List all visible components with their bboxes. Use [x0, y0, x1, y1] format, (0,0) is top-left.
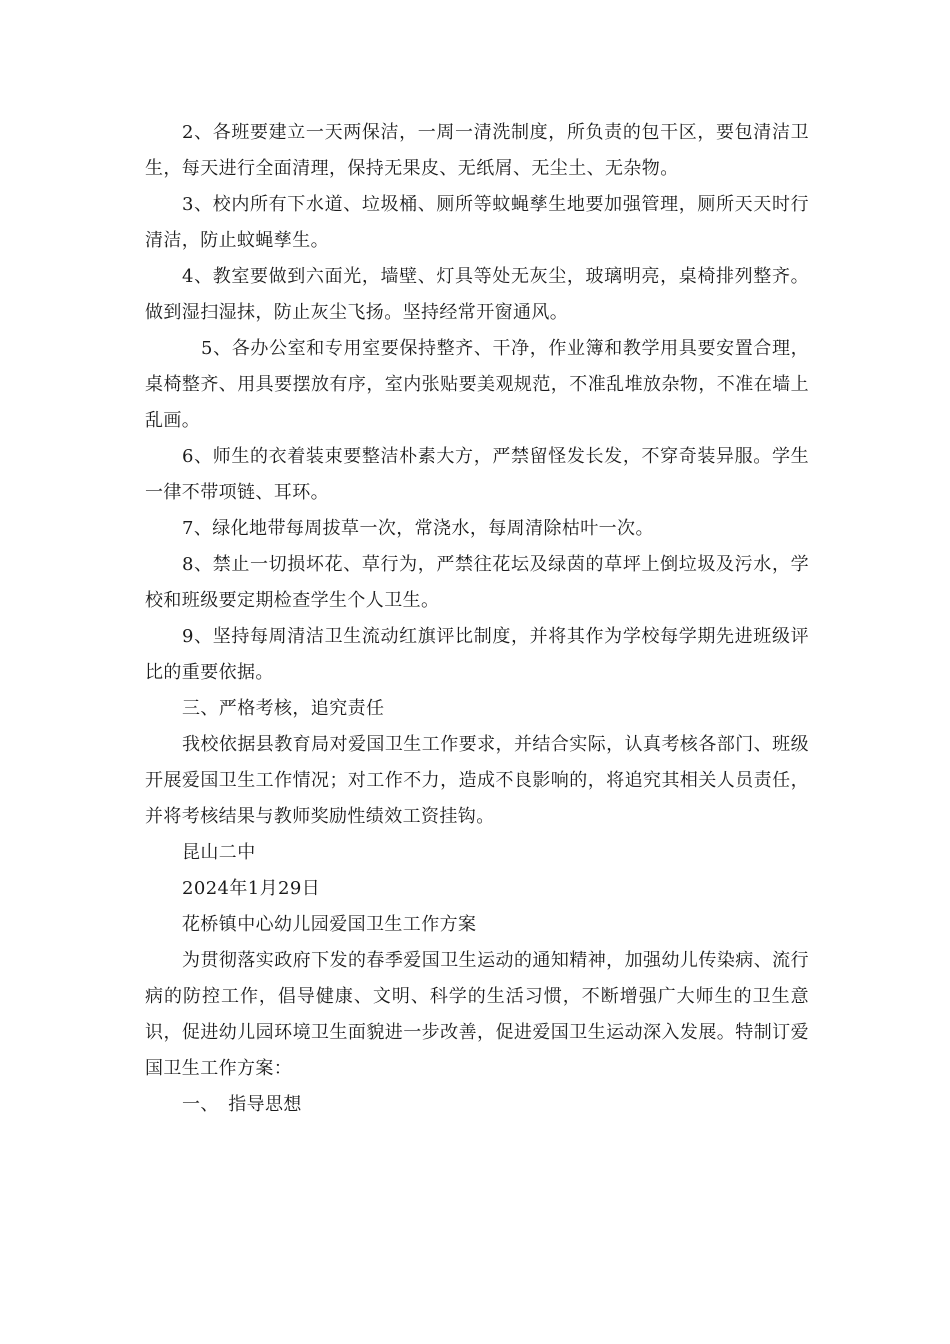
paragraph-item-2: 2、各班要建立一天两保洁，一周一清洗制度，所负责的包干区，要包清洁卫生，每天进行全面清理，保持无果皮、无纸屑、无尘土、无杂物。: [145, 122, 809, 179]
section-heading-3: 三、严格考核，追究责任: [182, 698, 385, 719]
paragraph-item-3: 3、校内所有下水道、垃圾桶、厕所等蚊蝇孳生地要加强管理，厕所天天时行清洁，防止蚊蝇孳生。: [145, 194, 809, 251]
signature-school: 昆山二中: [182, 842, 256, 863]
document-body: [145, 115, 809, 1123]
paragraph-item-4: 4、教室要做到六面光，墙壁、灯具等处无灰尘，玻璃明亮，桌椅排列整齐。做到湿扫湿抹，防止灰尘飞扬。坚持经常开窗通风。: [145, 266, 809, 323]
paragraph-item-6: 6、师生的衣着装束要整洁朴素大方，严禁留怪发长发，不穿奇装异服。学生一律不带项链、耳环。: [145, 446, 809, 503]
paragraph-item-7: 7、绿化地带每周拔草一次，常浇水，每周清除枯叶一次。: [182, 518, 654, 539]
paragraph-item-8: 8、禁止一切损坏花、草行为，严禁往花坛及绿茵的草坪上倒垃圾及污水，学校和班级要定期检查学生个人卫生。: [145, 554, 809, 611]
plan-title: 花桥镇中心幼儿园爱国卫生工作方案: [182, 914, 477, 935]
signature-date: 2024年1月29日: [182, 878, 321, 899]
paragraph-item-5: 5、各办公室和专用室要保持整齐、干净，作业簿和教学用具要安置合理，桌椅整齐、用具要摆放有序，室内张贴要美观规范，不准乱堆放杂物，不准在墙上乱画。: [145, 338, 809, 431]
plan-intro-paragraph: 为贯彻落实政府下发的春季爱国卫生运动的通知精神，加强幼儿传染病、流行病的防控工作，倡导健康、文明、科学的生活习惯，不断增强广大师生的卫生意识，促进幼儿园环境卫生面貌进一步改善，促进爱国卫生运动深入发展。特制订爱国卫生工作方案：: [145, 950, 809, 1079]
section-heading-1: 一、 指导思想: [182, 1094, 302, 1115]
paragraph-item-9: 9、坚持每周清洁卫生流动红旗评比制度，并将其作为学校每学期先进班级评比的重要依据。: [145, 626, 809, 683]
assessment-paragraph: 我校依据县教育局对爱国卫生工作要求，并结合实际，认真考核各部门、班级开展爱国卫生工作情况；对工作不力，造成不良影响的，将追究其相关人员责任，并将考核结果与教师奖励性绩效工资挂钩。: [145, 734, 809, 827]
